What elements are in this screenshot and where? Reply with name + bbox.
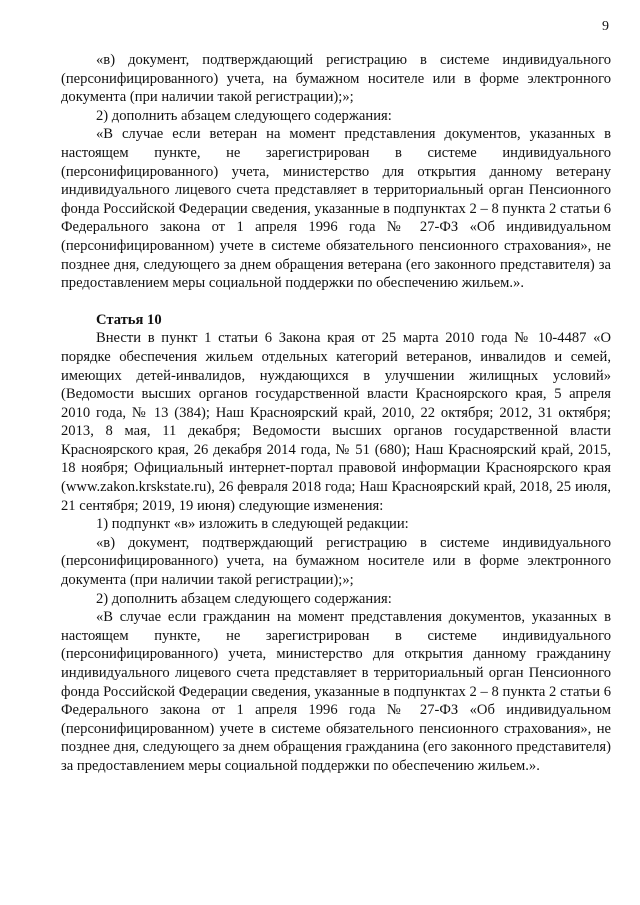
page-number: 9 [602, 19, 609, 34]
paragraph: «в) документ, подтверждающий регистрацию в системе индивидуального (персонифицированного) учета, на бумажном носителе или в форме электронного документа (при наличии такой регистрации);»; [61, 52, 611, 106]
paragraph: 2) дополнить абзацем следующего содержания: [96, 590, 392, 607]
article-heading: Статья 10 [96, 311, 162, 328]
document-body [61, 51, 611, 776]
paragraph: «в) документ, подтверждающий регистрацию в системе индивидуального (персонифицированного) учета, на бумажном носителе или в форме электронного документа (при наличии такой регистрации);»; [61, 534, 611, 589]
paragraph: «В случае если ветеран на момент представления документов, указанных в настоящем пункте, не зарегистрирован в системе индивидуального (персонифицированного) учета, министерство для открытия данному ветерану индивидуального лицевого счета представляет в территориальный орган Пенсионного фонда Российской Федерации сведения, указанные в подпунктах 2 – 8 пункта 2 статьи 6 Федерального закона от 1 апреля 1996 года № 27-ФЗ «Об индивидуальном (персонифицированном) учете в системе обязательного пенсионного страхования», не позднее дня, следующего за днем обращения ветерана (его законного представителя) за предоставлением меры социальной поддержки по обеспечению жильем.». [61, 126, 611, 292]
paragraph: 2) дополнить абзацем следующего содержания: [96, 107, 392, 124]
paragraph: «В случае если гражданин на момент представления документов, указанных в настоящем пункте, не зарегистрирован в системе индивидуального (персонифицированного) учета, министерство для открытия данному гражданину индивидуального лицевого счета представляет в территориальный орган Пенсионного фонда Российской Федерации сведения, указанные в подпунктах 2 – 8 пункта 2 статьи 6 Федерального закона от 1 апреля 1996 года № 27-ФЗ «Об индивидуальном (персонифицированном) учете в системе обязательного пенсионного страхования», не позднее дня, следующего за днем обращения гражданина (его законного представителя) за предоставлением меры социальной поддержки по обеспечению жильем.». [61, 609, 611, 774]
paragraph: Внести в пункт 1 статьи 6 Закона края от 25 марта 2010 года № 10-4487 «О порядке обеспечения жильем отдельных категорий ветеранов, инвалидов и семей, имеющих детей-инвалидов, нуждающихся в улучшении жилищных условий» (Ведомости высших органов государственной власти Красноярского края, 5 апреля 2010 года, № 13 (384); Наш Красноярский край, 2010, 22 октября; 2012, 31 октября; 2013, 8 мая, 11 декабря; Ведомости высших органов государственной власти Красноярского края, 26 декабря 2014 года, № 51 (680); Наш Красноярский край, 2015, 18 ноября; Официальный интернет-портал правовой информации Красноярского края (www.zakon.krskstate.ru), 26 февраля 2018 года; Наш Красноярский край, 2018, 25 июля, 21 сентября; 2019, 19 июня) следующие изменения: [61, 330, 611, 514]
paragraph: 1) подпункт «в» изложить в следующей редакции: [96, 516, 409, 533]
